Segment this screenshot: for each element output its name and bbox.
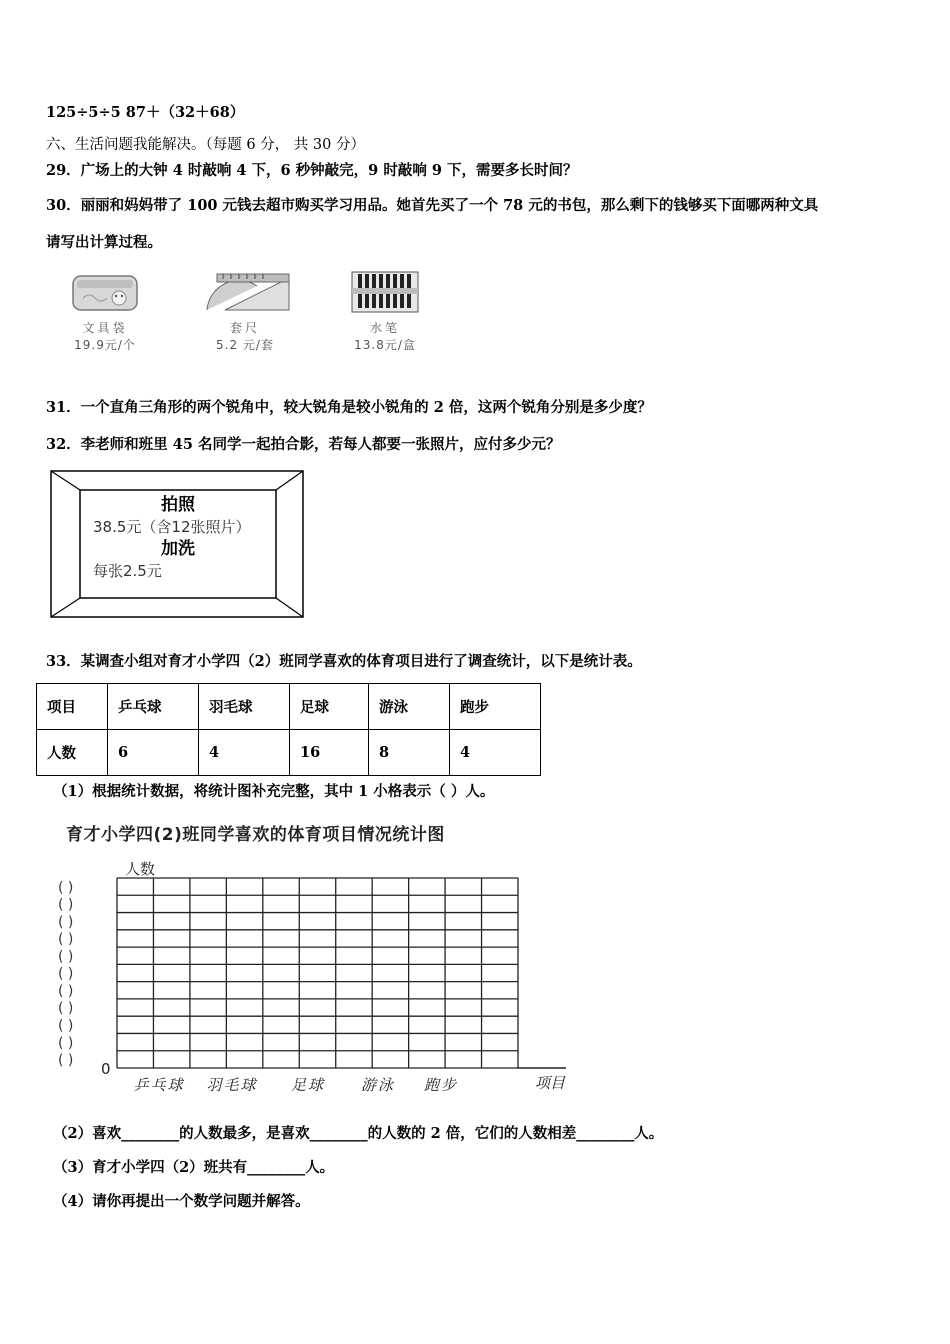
top-calculation: 125÷5÷5 87＋（32＋68） [46,104,245,121]
product-name: 文具袋 [82,321,128,335]
x-tick-label: 游泳 [360,1076,396,1094]
sign-photo-price: 38.5元（含12张照片） [93,518,251,536]
x-tick-label: 跑步 [423,1076,459,1094]
table-row [37,684,541,730]
product-pens [330,270,440,353]
table-cell: 4 [199,730,290,776]
question-33-part4: （4）请你再提出一个数学问题并解答。 [53,1193,310,1210]
photo-price-sign [80,490,276,598]
question-30-line1: 30．丽丽和妈妈带了 100 元钱去超市购买学习用品。她首先买了一个 78 元的书包，那么剩下的钱够买下面哪两种文具 [46,197,819,214]
pen-box-icon [350,270,420,314]
table-cell: 游泳 [369,684,450,730]
chart-title: 育才小学四(2)班同学喜欢的体育项目情况统计图 [66,825,445,845]
y-tick-label: ( ) [58,897,74,914]
sign-title-reprint: 加洗 [161,539,195,559]
table-cell: 人数 [37,730,108,776]
section-6-heading: 六、生活问题我能解决。（每题 6 分， 共 30 分） [46,137,365,153]
y-tick-label: ( ) [58,914,74,931]
product-price: 19.9元/个 [74,338,136,352]
y-tick-label: ( ) [58,983,74,1000]
table-cell: 跑步 [450,684,541,730]
product-pencil-case [50,270,160,353]
y-tick-label: ( ) [58,931,74,948]
y-tick-label: ( ) [58,879,74,896]
question-30-line2: 请写出计算过程。 [46,234,162,251]
question-33-part1: （1）根据统计数据，将统计图补充完整，其中 1 小格表示（ ）人。 [53,783,495,800]
table-cell: 乒乓球 [108,684,199,730]
sign-title-photo: 拍照 [161,495,195,515]
table-cell: 4 [450,730,541,776]
y-tick-label: ( ) [58,1052,74,1069]
question-32: 32．李老师和班里 45 名同学一起拍合影，若每人都要一张照片，应付多少元？ [46,436,561,453]
question-33-part2: （2）喜欢________的人数最多，是喜欢________的人数的 2 倍，它们的人数相差________人。 [53,1125,664,1142]
statistics-table [36,683,541,776]
table-cell: 项目 [37,684,108,730]
bar-chart [40,848,580,1098]
sign-reprint-price: 每张2.5元 [93,562,162,580]
y-tick-label: ( ) [58,966,74,983]
x-axis-label: 项目 [534,1074,566,1092]
question-29: 29．广场上的大钟 4 时敲响 4 下，6 秒钟敲完，9 时敲响 9 下，需要多长时间？ [46,162,578,179]
x-tick-label: 羽毛球 [206,1076,258,1094]
y-tick-label: ( ) [58,1035,74,1052]
question-33: 33．某调查小组对育才小学四（2）班同学喜欢的体育项目进行了调查统计，以下是统计表。 [46,653,642,670]
table-cell: 16 [290,730,369,776]
table-cell: 8 [369,730,450,776]
product-ruler-set [190,270,300,353]
question-31: 31．一个直角三角形的两个锐角中，较大锐角是较小锐角的 2 倍，这两个锐角分别是多少度？ [46,399,652,416]
table-row [37,730,541,776]
origin-label: 0 [101,1060,111,1078]
table-cell: 6 [108,730,199,776]
y-tick-label: ( ) [58,948,74,965]
product-price: 13.8元/盒 [354,338,416,352]
y-axis-label: 人数 [125,860,156,878]
table-cell: 足球 [290,684,369,730]
product-name: 套尺 [229,321,260,335]
y-tick-label: ( ) [58,1000,74,1017]
ruler-set-icon [197,270,293,314]
product-name: 水笔 [369,321,400,335]
y-tick-label: ( ) [58,1018,74,1034]
pencil-case-icon [71,270,139,314]
x-tick-label: 乒乓球 [133,1076,185,1094]
product-price: 5.2 元/套 [216,338,274,352]
table-cell: 羽毛球 [199,684,290,730]
x-tick-label: 足球 [290,1076,326,1094]
question-33-part3: （3）育才小学四（2）班共有________人。 [53,1159,335,1176]
